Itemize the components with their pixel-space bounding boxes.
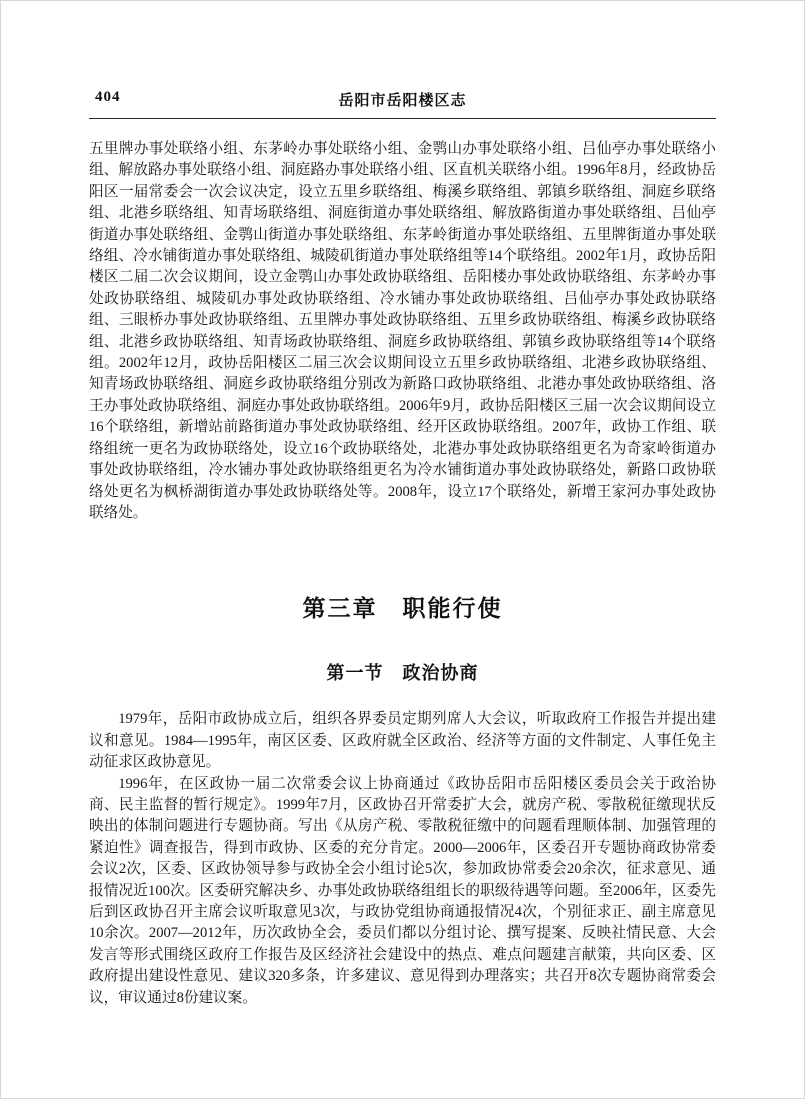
header-rule — [89, 118, 716, 119]
page-content-area — [1, 1, 804, 1009]
page-number: 404 — [95, 89, 121, 105]
section-body — [89, 709, 716, 1009]
page-body — [89, 139, 716, 1009]
paragraph: 1996年，在区政协一届二次常委会议上协商通过《政协岳阳市岳阳楼区委员会关于政治协商、民主监督的暂行规定》。1999年7月，区政协召开常委扩大会，就房产税、零散税征缴现状反映出的体制问题进行专题协商。写出《从房产税、零散税征缴中的问题看理顺体制、加强管理的紧迫性》调查报告，得到市政协、区委的充分肯定。2000—2006年，区委召开专题协商政协常委会议2次，区委、区政协领导参与政协全会小组讨论5次，参加政协常委会20余次，征求意见、通报情况近100次。区委研究解决乡、办事处政协联络组组长的职级待遇等问题。至2006年，区委先后到区政协召开主席会议听取意见3次，与政协党组协商通报情况4次，个别征求正、副主席意见10余次。2007—2012年，历次政协全会，委员们都以分组讨论、撰写提案、反映社情民意、大会发言等形式围绕区政府工作报告及区经济社会建设中的热点、难点问题建言献策，共向区委、区政府提出建设性意见、建议320多条，许多建议、意见得到办理落实；共召开8次专题协商常委会议，审议通过8份建议案。 — [89, 775, 716, 1006]
page-header — [89, 89, 716, 115]
section-title: 第一节 政治协商 — [326, 663, 479, 684]
paragraph: 1979年，岳阳市政协成立后，组织各界委员定期列席人大会议，听取政府工作报告并提出建议和意见。1984—1995年，南区区委、区政府就全区政治、经济等方面的文件制定、人事任免主动征求区政协意见。 — [89, 711, 716, 771]
book-title: 岳阳市岳阳楼区志 — [338, 92, 467, 109]
chapter-title: 第三章 职能行使 — [302, 595, 503, 622]
continuation-paragraph: 五里牌办事处联络小组、东茅岭办事处联络小组、金鹗山办事处联络小组、吕仙亭办事处联络小组、解放路办事处联络小组、洞庭路办事处联络小组、区直机关联络小组。1996年8月，经政协岳阳区一届常委会一次会议决定，设立五里乡联络组、梅溪乡联络组、郭镇乡联络组、洞庭乡联络组、北港乡联络组、知青场联络组、洞庭街道办事处联络组、解放路街道办事处联络组、吕仙亭街道办事处联络组、金鹗山街道办事处联络组、东茅岭街道办事处联络组、五里牌街道办事处联络组、冷水铺街道办事处联络组、城陵矶街道办事处联络组等14个联络组。2002年1月，政协岳阳楼区二届二次会议期间，设立金鹗山办事处政协联络组、岳阳楼办事处政协联络组、东茅岭办事处政协联络组、城陵矶办事处政协联络组、冷水铺办事处政协联络组、吕仙亭办事处政协联络组、三眼桥办事处政协联络组、五里牌办事处政协联络组、五里乡政协联络组、梅溪乡政协联络组、北港乡政协联络组、知青场政协联络组、洞庭乡政协联络组、郭镇乡政协联络组等14个联络组。2002年12月，政协岳阳楼区二届三次会议期间设立五里乡政协联络组、北港乡政协联络组、知青场政协联络组、洞庭乡政协联络组分别改为新路口政协联络组、北港办事处政协联络组、洛王办事处政协联络组、洞庭办事处政协联络组。2006年9月，政协岳阳楼区三届一次会议期间设立16个联络组，新增站前路街道办事处政协联络组、经开区政协联络组。2007年，政协工作组、联络组统一更名为政协联络处，设立16个政协联络处，北港办事处政协联络组更名为奇家岭街道办事处政协联络组，冷水铺办事处政协联络组更名为冷水铺街道办事处政协联络处，新路口政协联络处更名为枫桥湖街道办事处政协联络处等。2008年，设立17个联络处，新增王家河办事处政协联络处。 — [89, 141, 716, 521]
